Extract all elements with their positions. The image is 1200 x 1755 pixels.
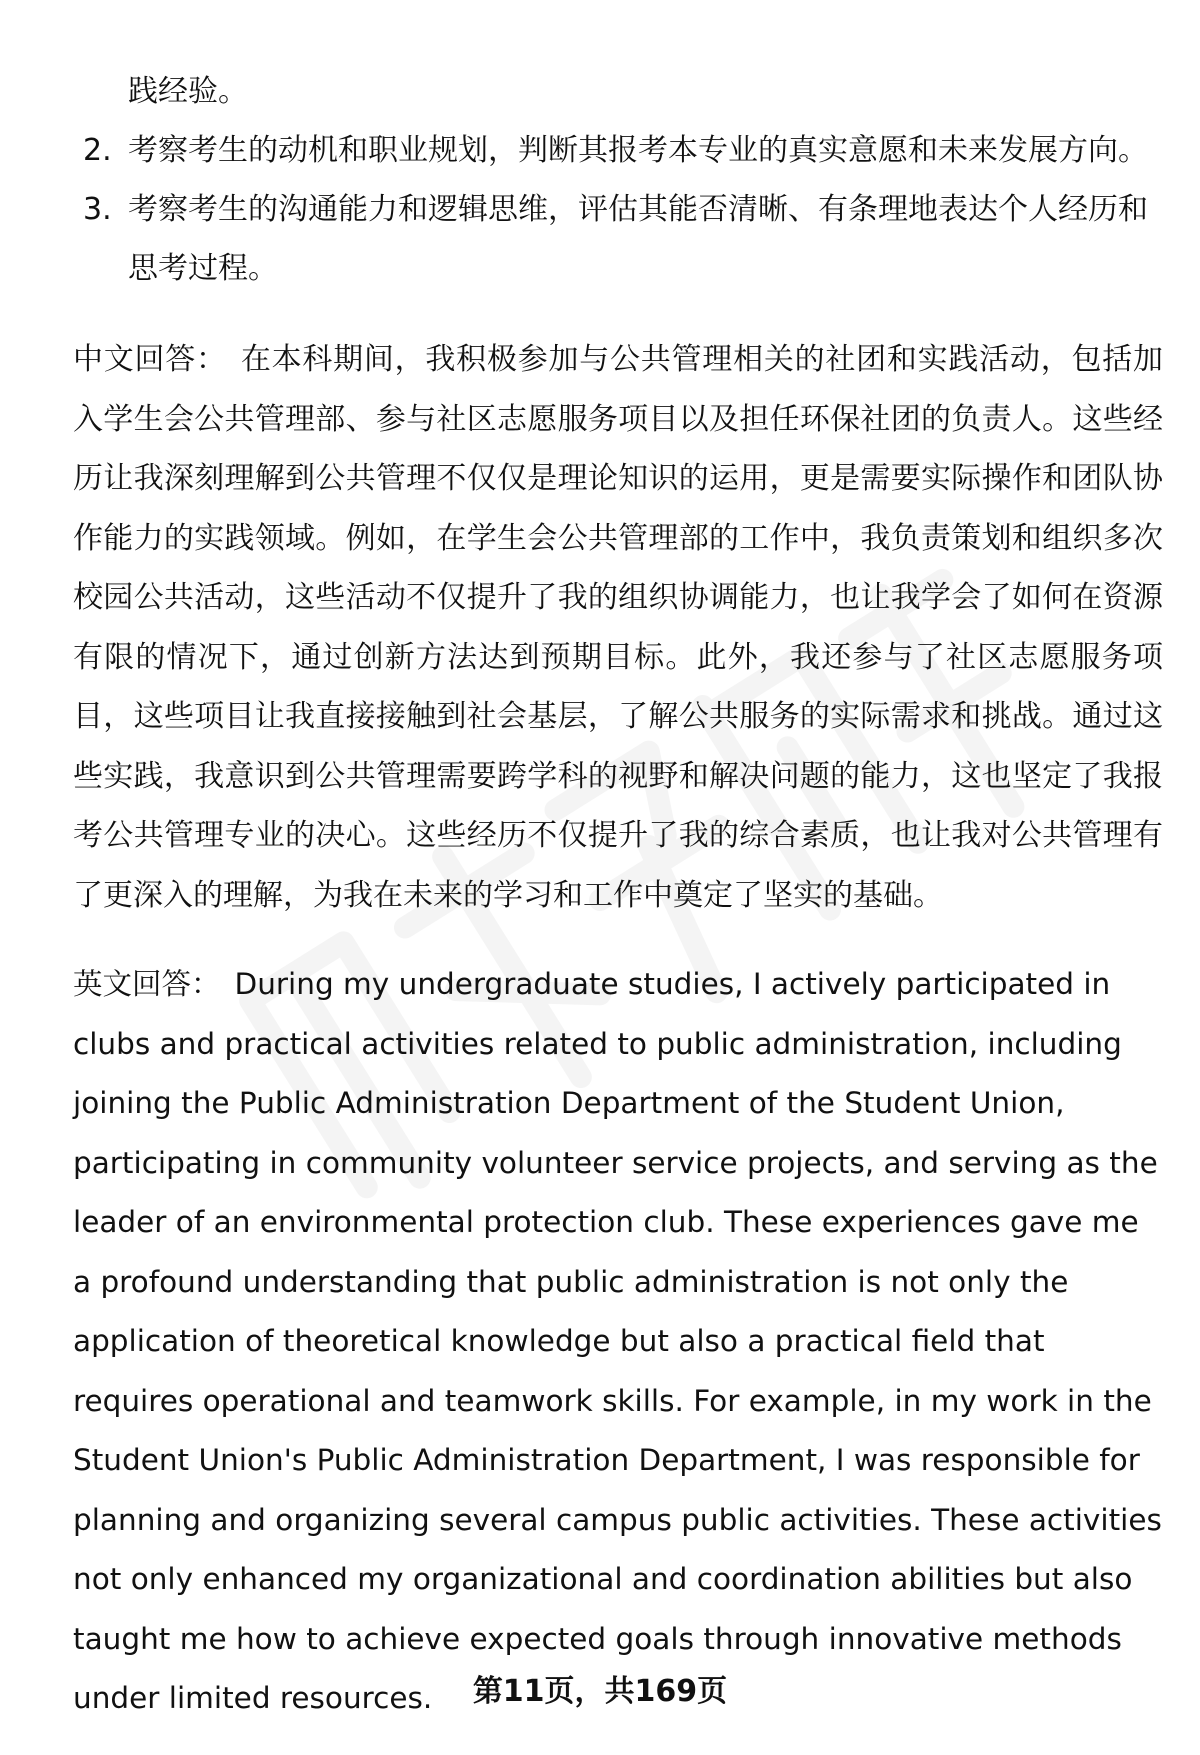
english-answer-text: During my undergraduate studies, I actively participated in clubs and practical activities related to public administration, including joining the Public Administration Department of the Student Union, participating in community volunteer service projects, and serving as the leader of an environmental protection club. These experiences gave me a profound understanding that public administration is not only the application of theoretical knowledge but also a practical field that requires operational and teamwork skills. For example, in my work in the Student Union's Public Administration Department, I was responsible for planning and organizing several campus public activities. These activities not only enhanced my organizational and coordination abilities but also taught me how to achieve expected goals through innovative methods under limited resources. [73,967,1162,1715]
list-number: 3. [83,192,112,227]
english-answer-label: 英文回答： [73,967,221,1001]
list-item-text: 考察考生的动机和职业规划，判断其报考本专业的真实意愿和未来发展方向。 [128,133,1148,168]
list-item [73,121,1163,180]
page-number: 第11页，共169页 [472,1674,728,1709]
numbered-list [73,121,1163,298]
list-item-text: 考察考生的沟通能力和逻辑思维，评估其能否清晰、有条理地表达个人经历和思考过程。 [128,192,1148,286]
chinese-answer-paragraph [73,330,1163,925]
list-item [73,180,1163,298]
english-answer-paragraph [73,955,1163,1729]
document-body [73,62,1163,1729]
chinese-answer-text: 在本科期间，我积极参加与公共管理相关的社团和实践活动，包括加入学生会公共管理部、参与社区志愿服务项目以及担任环保社团的负责人。这些经历让我深刻理解到公共管理不仅仅是理论知识的运用，更是需要实际操作和团队协作能力的实践领域。例如，在学生会公共管理部的工作中，我负责策划和组织多次校园公共活动，这些活动不仅提升了我的组织协调能力，也让我学会了如何在资源有限的情况下，通过创新方法达到预期目标。此外，我还参与了社区志愿服务项目，这些项目让我直接接触到社会基层，了解公共服务的实际需求和挑战。通过这些实践，我意识到公共管理需要跨学科的视野和解决问题的能力，这也坚定了我报考公共管理专业的决心。这些经历不仅提升了我的综合素质，也让我对公共管理有了更深入的理解，为我在未来的学习和工作中奠定了坚实的基础。 [73,342,1164,913]
list-item-text: 践经验。 [128,74,248,109]
chinese-answer-label: 中文回答： [73,342,227,377]
list-item-continuation [73,62,1163,121]
list-number: 2. [83,133,112,168]
